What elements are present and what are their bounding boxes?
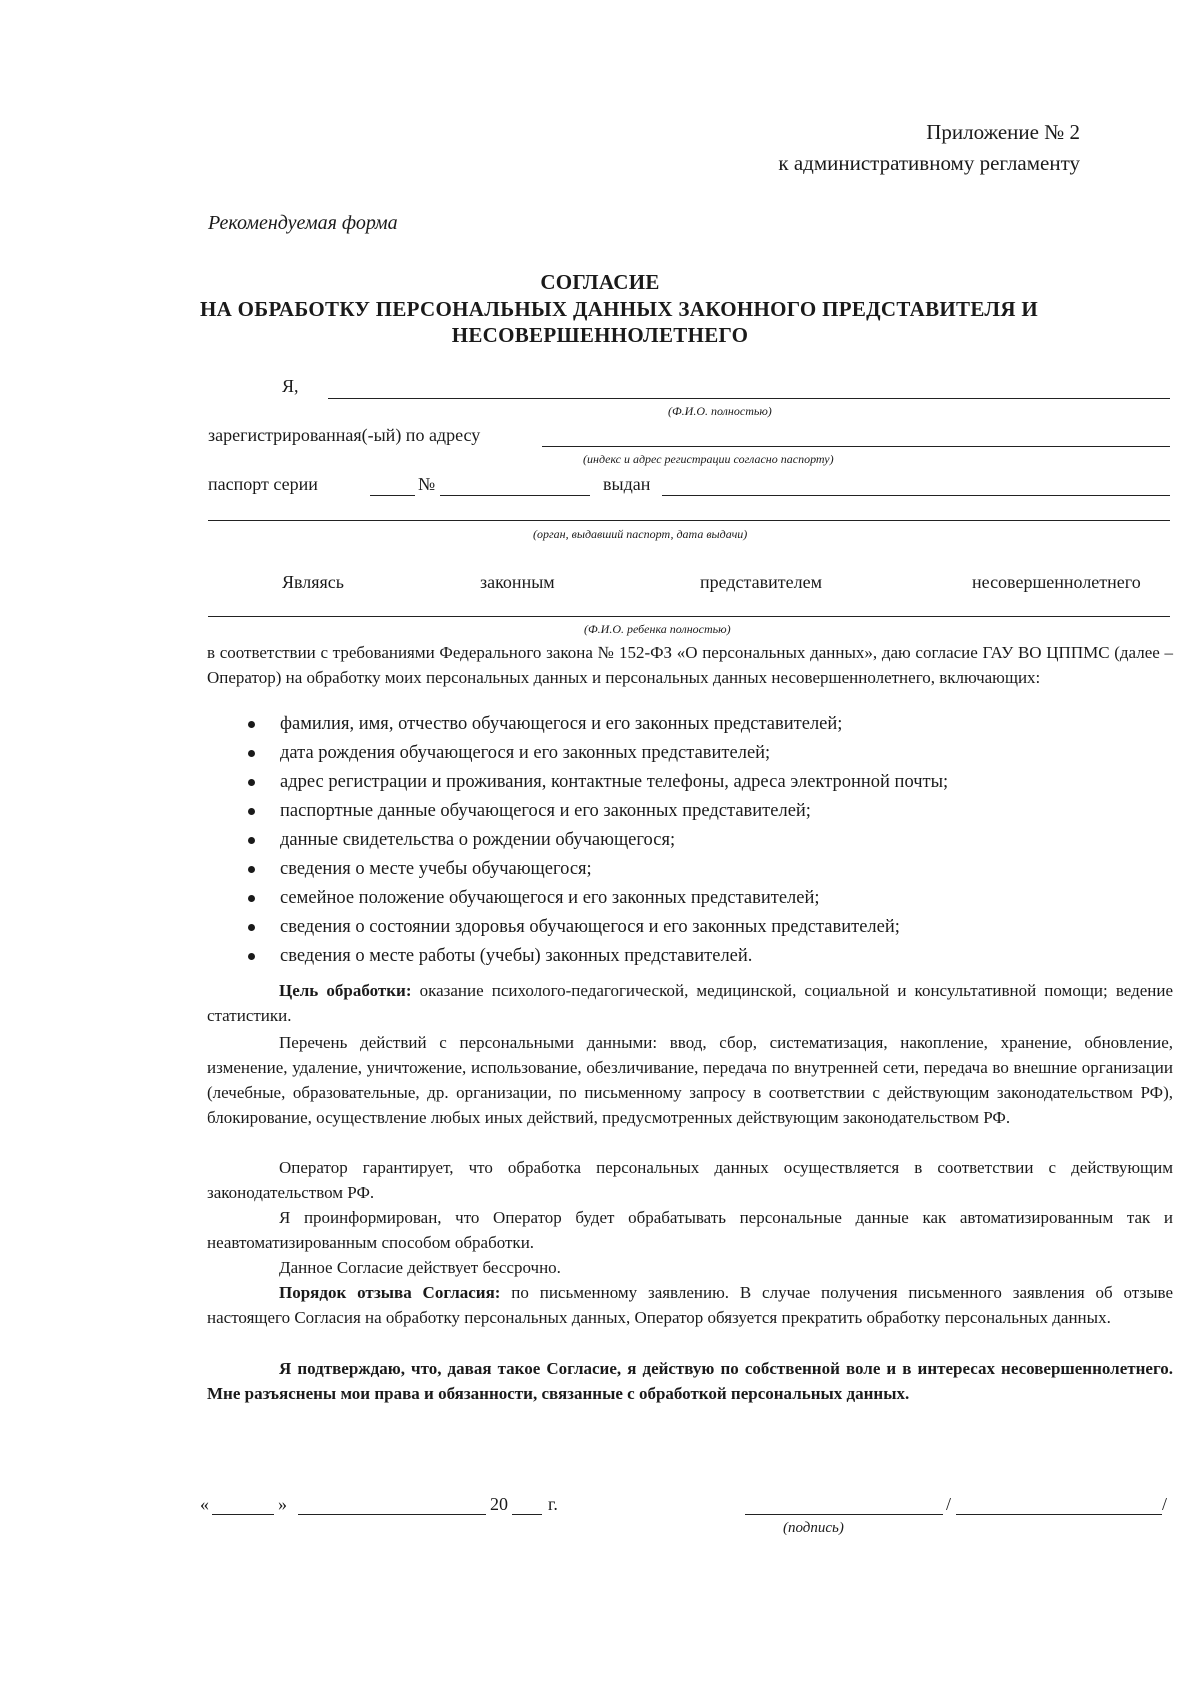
list-item: фамилия, имя, отчество обучающегося и его законных представителей; [248,710,948,739]
bullet-icon [248,895,255,902]
list-item: семейное положение обучающегося и его законных представителей; [248,884,948,913]
bullet-icon [248,924,255,931]
date-year-prefix: 20 [490,1494,508,1514]
list-item: сведения о состоянии здоровья обучающегося и его законных представителей; [248,913,948,942]
date-month-line[interactable] [298,1514,486,1515]
bullet-icon [248,721,255,728]
signature-slash-left: / [946,1494,952,1514]
confirmation-paragraph: Я подтверждаю, что, давая такое Согласие, я действую по собственной воле и в интересах несовершеннолетнего. Мне разъяснены мои права и обязанности, связанные с обработкой персональных данных. [207,1359,1173,1403]
bullet-icon [248,808,255,815]
appendix-reference: к административному регламенту [778,151,1080,175]
document-title-line2: НА ОБРАБОТКУ ПЕРСОНАЛЬНЫХ ДАННЫХ ЗАКОННОГО ПРЕДСТАВИТЕЛЯ И [200,297,1038,321]
signature-slash-right: / [1162,1494,1168,1514]
bullet-icon [248,953,255,960]
rep-word-4: несовершеннолетнего [972,572,1141,592]
informed-paragraph: Я проинформирован, что Оператор будет обрабатывать персональные данные как автоматизированным так и неавтоматизированным способом обработки. [207,1208,1173,1252]
date-day-line[interactable] [212,1514,274,1515]
list-item: паспортные данные обучающегося и его законных представителей; [248,797,948,826]
registered-address-label: зарегистрированная(-ый) по адресу [208,425,481,445]
child-fio-field-line[interactable] [208,616,1170,617]
rep-word-3: представителем [700,572,822,592]
issuer-hint: (орган, выдавший паспорт, дата выдачи) [533,527,748,541]
list-item: адрес регистрации и проживания, контактные телефоны, адреса электронной почты; [248,768,948,797]
date-quote-open: « [200,1494,209,1514]
rep-word-1: Являясь [282,572,345,592]
fio-hint: (Ф.И.О. полностью) [668,404,772,418]
issued-label: выдан [603,474,651,494]
revocation-label: Порядок отзыва Согласия: [279,1283,501,1302]
bullet-icon [248,866,255,873]
issuer-field-line[interactable] [208,520,1170,521]
revocation-paragraph [207,1280,1173,1330]
bullet-icon [248,779,255,786]
address-field-line[interactable] [542,446,1170,447]
bullet-icon [248,750,255,757]
document-title-line3: НЕСОВЕРШЕННОЛЕТНЕГО [451,323,749,347]
date-quote-close: » [278,1494,287,1514]
purpose-text: оказание психолого-педагогической, медицинской, социальной и консультативной помощи; ведение статистики. [207,981,1174,1025]
list-item: сведения о месте работы (учебы) законных представителей. [248,942,948,971]
intro-paragraph: в соответствии с требованиями Федерального закона № 152-ФЗ «О персональных данных», даю согласие ГАУ ВО ЦППМС (далее – Оператор) на обработку моих персональных данных и персональных данных несовершеннолетнего, включающих: [207,643,1173,687]
passport-series-label: паспорт серии [208,474,318,494]
list-item: дата рождения обучающегося и его законных представителей; [248,739,948,768]
actions-paragraph: Перечень действий с персональными данными: ввод, сбор, систематизация, накопление, хранение, обновление, изменение, удаление, уничтожение, использование, обезличивание, передача по внутренней сети, передача во внешние организации (лечебные, образовательные, др. организации, по письменному запросу в соответствии с действующим законодательством РФ), блокирование, осуществление любых иных действий, предусмотренных действующим законодательством РФ. [207,1033,1173,1127]
fio-field-line[interactable] [328,398,1170,399]
revocation-text: по письменному заявлению. В случае получения письменного заявления об отзыве настоящего Согласия на обработку персональных данных, Оператор обязуется прекратить обработку персональных данных. [207,1283,1174,1327]
personal-data-list [248,710,948,971]
recommended-form-label: Рекомендуемая форма [208,212,398,234]
bullet-icon [248,837,255,844]
date-year-suffix: г. [548,1494,558,1514]
child-fio-hint: (Ф.И.О. ребенка полностью) [584,622,731,636]
rep-word-2: законным [480,572,555,592]
passport-number-label: № [418,474,436,494]
signature-hint: (подпись) [783,1520,844,1536]
validity-paragraph: Данное Согласие действует бессрочно. [279,1258,561,1277]
i-label: Я, [282,376,299,396]
signature-line[interactable] [745,1514,943,1515]
appendix-number: Приложение № 2 [926,120,1080,144]
date-year-line[interactable] [512,1514,542,1515]
purpose-paragraph [207,978,1173,1028]
guarantee-paragraph: Оператор гарантирует, что обработка персональных данных осуществляется в соответствии с действующим законодательством РФ. [207,1158,1173,1202]
list-item: сведения о месте учебы обучающегося; [248,855,948,884]
document-title: СОГЛАСИЕ [540,270,660,294]
passport-number-line[interactable] [440,495,590,496]
passport-series-line[interactable] [370,495,415,496]
issued-field-line[interactable] [662,495,1170,496]
list-item: данные свидетельства о рождении обучающегося; [248,826,948,855]
purpose-label: Цель обработки: [279,981,412,1000]
signature-name-line[interactable] [956,1514,1162,1515]
address-hint: (индекс и адрес регистрации согласно паспорту) [583,452,834,466]
